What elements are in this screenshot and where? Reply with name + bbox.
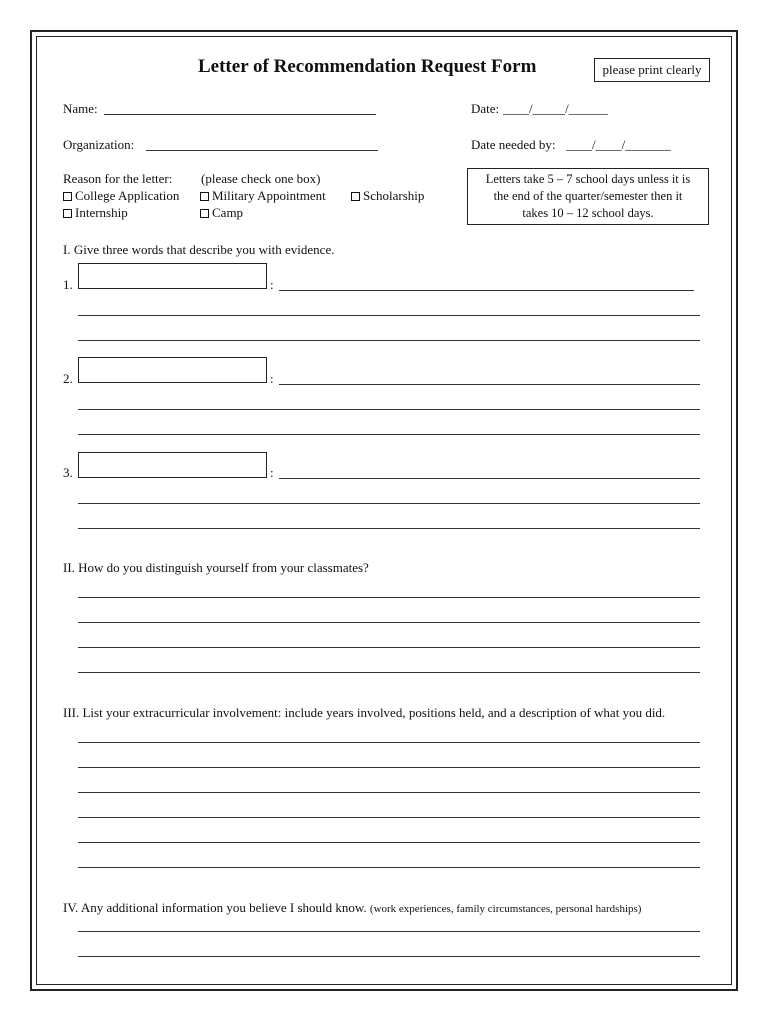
print-clearly-badge: please print clearly — [594, 58, 710, 82]
colon: : — [270, 371, 274, 386]
checkbox[interactable] — [351, 192, 360, 201]
answer-line[interactable] — [78, 931, 700, 932]
answer-line[interactable] — [78, 503, 700, 504]
item-number-1: 1. — [63, 277, 73, 292]
reason-label: Reason for the letter: — [63, 171, 173, 186]
answer-line[interactable] — [78, 867, 700, 868]
option-label: Internship — [75, 205, 128, 220]
option-label: Scholarship — [363, 188, 425, 203]
answer-line[interactable] — [78, 528, 700, 529]
answer-line[interactable] — [78, 672, 700, 673]
answer-line[interactable] — [78, 742, 700, 743]
note-line: the end of the quarter/semester then it — [493, 189, 683, 203]
answer-line[interactable] — [78, 597, 700, 598]
answer-line[interactable] — [78, 842, 700, 843]
note-line: Letters take 5 – 7 school days unless it is — [485, 172, 691, 186]
word-3-box[interactable] — [78, 452, 267, 478]
answer-line[interactable] — [78, 647, 700, 648]
section-4-main: IV. Any additional information you believe I should know. — [63, 900, 367, 915]
answer-line[interactable] — [78, 767, 700, 768]
answer-line[interactable] — [78, 622, 700, 623]
answer-line[interactable] — [78, 817, 700, 818]
date-field[interactable]: ____/_____/______ — [503, 101, 608, 116]
section-4-hint: (work experiences, family circumstances, personal hardships) — [369, 903, 642, 915]
organization-label: Organization: — [63, 137, 135, 152]
colon: : — [270, 465, 274, 480]
organization-field[interactable] — [146, 150, 378, 151]
checkbox[interactable] — [200, 192, 209, 201]
word-1-box[interactable] — [78, 263, 267, 289]
item-number-2: 2. — [63, 371, 73, 386]
item-number-3: 3. — [63, 465, 73, 480]
reason-hint: (please check one box) — [201, 171, 321, 186]
evidence-3-line[interactable] — [279, 478, 700, 479]
name-label: Name: — [63, 101, 98, 116]
option-scholarship[interactable] — [351, 188, 424, 204]
turnaround-note — [467, 168, 709, 225]
option-camp[interactable] — [200, 205, 243, 221]
evidence-1-line[interactable] — [279, 290, 694, 291]
answer-line[interactable] — [78, 434, 700, 435]
answer-line[interactable] — [78, 792, 700, 793]
checkbox[interactable] — [63, 192, 72, 201]
word-2-box[interactable] — [78, 357, 267, 383]
date-label: Date: — [471, 101, 500, 116]
section-4-heading — [63, 900, 641, 916]
name-field[interactable] — [104, 114, 376, 115]
answer-line[interactable] — [78, 409, 700, 410]
answer-line[interactable] — [78, 956, 700, 957]
checkbox[interactable] — [200, 209, 209, 218]
section-1-heading: I. Give three words that describe you with evidence. — [63, 242, 335, 257]
option-military-appointment[interactable] — [200, 188, 326, 204]
option-label: Military Appointment — [212, 188, 326, 203]
colon: : — [270, 277, 274, 292]
option-internship[interactable] — [63, 205, 128, 221]
form-title: Letter of Recommendation Request Form — [198, 56, 537, 77]
option-college-application[interactable] — [63, 188, 179, 204]
checkbox[interactable] — [63, 209, 72, 218]
answer-line[interactable] — [78, 340, 700, 341]
section-3-heading: III. List your extracurricular involvement: include years involved, positions held, and a description of what you did. — [63, 705, 666, 720]
date-needed-field[interactable]: ____/____/_______ — [566, 137, 671, 152]
option-label: College Application — [75, 188, 180, 203]
date-needed-label: Date needed by: — [471, 137, 556, 152]
option-label: Camp — [212, 205, 244, 220]
note-line: takes 10 – 12 school days. — [522, 206, 654, 220]
answer-line[interactable] — [78, 315, 700, 316]
section-2-heading: II. How do you distinguish yourself from your classmates? — [63, 560, 369, 575]
evidence-2-line[interactable] — [279, 384, 700, 385]
